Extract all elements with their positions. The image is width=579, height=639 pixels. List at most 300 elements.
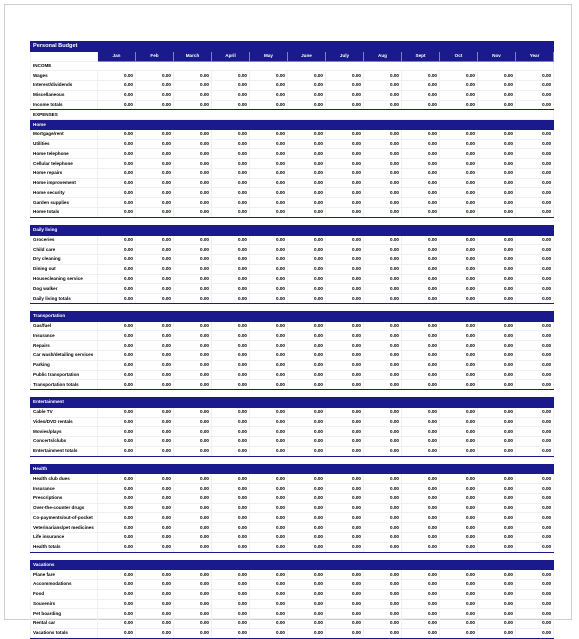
row-label[interactable]: Accommodations <box>31 580 98 590</box>
amount-cell[interactable]: 0.00 <box>326 532 364 542</box>
amount-cell[interactable]: 0.00 <box>174 580 212 590</box>
amount-cell[interactable]: 0.00 <box>516 628 554 638</box>
amount-cell[interactable]: 0.00 <box>516 178 554 188</box>
amount-cell[interactable]: 0.00 <box>212 570 250 580</box>
amount-cell[interactable]: 0.00 <box>136 71 174 81</box>
amount-cell[interactable]: 0.00 <box>516 71 554 81</box>
amount-cell[interactable]: 0.00 <box>98 129 136 139</box>
row-label[interactable]: Housecleaning service <box>31 274 98 284</box>
amount-cell[interactable]: 0.00 <box>174 437 212 447</box>
amount-cell[interactable]: 0.00 <box>516 264 554 274</box>
amount-cell[interactable]: 0.00 <box>402 331 440 341</box>
row-label[interactable]: Rental car <box>31 619 98 629</box>
amount-cell[interactable]: 0.00 <box>212 427 250 437</box>
amount-cell[interactable]: 0.00 <box>326 149 364 159</box>
amount-cell[interactable]: 0.00 <box>402 178 440 188</box>
amount-cell[interactable]: 0.00 <box>364 264 402 274</box>
row-label[interactable]: Health club dues <box>31 474 98 484</box>
row-label[interactable]: Entertainment totals <box>31 446 98 456</box>
amount-cell[interactable]: 0.00 <box>326 589 364 599</box>
amount-cell[interactable]: 0.00 <box>440 341 478 351</box>
amount-cell[interactable]: 0.00 <box>516 570 554 580</box>
amount-cell[interactable]: 0.00 <box>364 149 402 159</box>
amount-cell[interactable]: 0.00 <box>98 71 136 81</box>
amount-cell[interactable]: 0.00 <box>326 198 364 208</box>
amount-cell[interactable]: 0.00 <box>136 235 174 245</box>
amount-cell[interactable]: 0.00 <box>364 609 402 619</box>
amount-cell[interactable]: 0.00 <box>136 580 174 590</box>
amount-cell[interactable]: 0.00 <box>98 198 136 208</box>
amount-cell[interactable]: 0.00 <box>250 198 288 208</box>
amount-cell[interactable]: 0.00 <box>288 513 326 523</box>
amount-cell[interactable]: 0.00 <box>440 427 478 437</box>
amount-cell[interactable]: 0.00 <box>212 90 250 100</box>
amount-cell[interactable]: 0.00 <box>364 523 402 533</box>
amount-cell[interactable]: 0.00 <box>440 245 478 255</box>
amount-cell[interactable]: 0.00 <box>326 628 364 638</box>
amount-cell[interactable]: 0.00 <box>212 129 250 139</box>
amount-cell[interactable]: 0.00 <box>174 264 212 274</box>
amount-cell[interactable]: 0.00 <box>250 245 288 255</box>
row-label[interactable]: Miscellaneous <box>31 90 98 100</box>
amount-cell[interactable]: 0.00 <box>364 245 402 255</box>
amount-cell[interactable]: 0.00 <box>364 513 402 523</box>
amount-cell[interactable]: 0.00 <box>288 208 326 218</box>
amount-cell[interactable]: 0.00 <box>402 245 440 255</box>
amount-cell[interactable]: 0.00 <box>212 360 250 370</box>
amount-cell[interactable]: 0.00 <box>136 609 174 619</box>
amount-cell[interactable]: 0.00 <box>402 235 440 245</box>
amount-cell[interactable]: 0.00 <box>136 570 174 580</box>
amount-cell[interactable]: 0.00 <box>98 321 136 331</box>
amount-cell[interactable]: 0.00 <box>364 570 402 580</box>
amount-cell[interactable]: 0.00 <box>326 274 364 284</box>
amount-cell[interactable]: 0.00 <box>98 437 136 447</box>
amount-cell[interactable]: 0.00 <box>288 294 326 304</box>
amount-cell[interactable]: 0.00 <box>478 493 516 503</box>
amount-cell[interactable]: 0.00 <box>326 542 364 552</box>
amount-cell[interactable]: 0.00 <box>478 81 516 91</box>
amount-cell[interactable]: 0.00 <box>326 599 364 609</box>
amount-cell[interactable]: 0.00 <box>212 493 250 503</box>
amount-cell[interactable]: 0.00 <box>288 235 326 245</box>
amount-cell[interactable]: 0.00 <box>440 599 478 609</box>
amount-cell[interactable]: 0.00 <box>136 503 174 513</box>
amount-cell[interactable]: 0.00 <box>440 493 478 503</box>
amount-cell[interactable]: 0.00 <box>326 427 364 437</box>
amount-cell[interactable]: 0.00 <box>516 168 554 178</box>
amount-cell[interactable]: 0.00 <box>174 321 212 331</box>
amount-cell[interactable]: 0.00 <box>288 542 326 552</box>
amount-cell[interactable]: 0.00 <box>478 188 516 198</box>
row-label[interactable]: Parking <box>31 360 98 370</box>
amount-cell[interactable]: 0.00 <box>136 360 174 370</box>
amount-cell[interactable]: 0.00 <box>478 198 516 208</box>
amount-cell[interactable]: 0.00 <box>402 149 440 159</box>
amount-cell[interactable]: 0.00 <box>516 417 554 427</box>
amount-cell[interactable]: 0.00 <box>326 570 364 580</box>
amount-cell[interactable]: 0.00 <box>402 523 440 533</box>
amount-cell[interactable]: 0.00 <box>98 417 136 427</box>
category-header[interactable]: Entertainment <box>31 398 554 408</box>
amount-cell[interactable]: 0.00 <box>288 284 326 294</box>
amount-cell[interactable]: 0.00 <box>516 139 554 149</box>
amount-cell[interactable]: 0.00 <box>440 198 478 208</box>
amount-cell[interactable]: 0.00 <box>326 284 364 294</box>
amount-cell[interactable]: 0.00 <box>478 360 516 370</box>
amount-cell[interactable]: 0.00 <box>174 284 212 294</box>
amount-cell[interactable]: 0.00 <box>136 589 174 599</box>
amount-cell[interactable]: 0.00 <box>250 139 288 149</box>
amount-cell[interactable]: 0.00 <box>288 599 326 609</box>
row-label[interactable]: Insurance <box>31 484 98 494</box>
amount-cell[interactable]: 0.00 <box>174 159 212 169</box>
amount-cell[interactable]: 0.00 <box>364 198 402 208</box>
amount-cell[interactable]: 0.00 <box>98 341 136 351</box>
amount-cell[interactable]: 0.00 <box>478 341 516 351</box>
amount-cell[interactable]: 0.00 <box>174 294 212 304</box>
amount-cell[interactable]: 0.00 <box>136 198 174 208</box>
amount-cell[interactable]: 0.00 <box>136 427 174 437</box>
amount-cell[interactable]: 0.00 <box>440 570 478 580</box>
amount-cell[interactable]: 0.00 <box>364 360 402 370</box>
amount-cell[interactable]: 0.00 <box>98 178 136 188</box>
category-header[interactable]: Health <box>31 464 554 474</box>
amount-cell[interactable]: 0.00 <box>250 437 288 447</box>
amount-cell[interactable]: 0.00 <box>326 437 364 447</box>
amount-cell[interactable]: 0.00 <box>478 331 516 341</box>
row-label[interactable]: Vacations totals <box>31 628 98 638</box>
amount-cell[interactable]: 0.00 <box>212 380 250 390</box>
amount-cell[interactable]: 0.00 <box>174 523 212 533</box>
amount-cell[interactable]: 0.00 <box>98 159 136 169</box>
amount-cell[interactable]: 0.00 <box>516 599 554 609</box>
amount-cell[interactable]: 0.00 <box>212 71 250 81</box>
row-label[interactable]: Transportation totals <box>31 380 98 390</box>
amount-cell[interactable]: 0.00 <box>516 341 554 351</box>
amount-cell[interactable]: 0.00 <box>440 208 478 218</box>
amount-cell[interactable]: 0.00 <box>136 380 174 390</box>
amount-cell[interactable]: 0.00 <box>478 417 516 427</box>
amount-cell[interactable]: 0.00 <box>250 628 288 638</box>
amount-cell[interactable]: 0.00 <box>288 100 326 110</box>
sheet-title[interactable]: Personal Budget <box>31 42 554 52</box>
amount-cell[interactable]: 0.00 <box>174 628 212 638</box>
amount-cell[interactable]: 0.00 <box>288 417 326 427</box>
amount-cell[interactable]: 0.00 <box>98 523 136 533</box>
amount-cell[interactable]: 0.00 <box>174 350 212 360</box>
amount-cell[interactable]: 0.00 <box>250 188 288 198</box>
amount-cell[interactable]: 0.00 <box>288 321 326 331</box>
amount-cell[interactable]: 0.00 <box>478 503 516 513</box>
amount-cell[interactable]: 0.00 <box>364 341 402 351</box>
amount-cell[interactable]: 0.00 <box>288 81 326 91</box>
amount-cell[interactable]: 0.00 <box>174 198 212 208</box>
amount-cell[interactable]: 0.00 <box>212 370 250 380</box>
amount-cell[interactable]: 0.00 <box>98 264 136 274</box>
amount-cell[interactable]: 0.00 <box>98 245 136 255</box>
amount-cell[interactable]: 0.00 <box>250 474 288 484</box>
amount-cell[interactable]: 0.00 <box>288 580 326 590</box>
amount-cell[interactable]: 0.00 <box>136 139 174 149</box>
amount-cell[interactable]: 0.00 <box>136 208 174 218</box>
amount-cell[interactable]: 0.00 <box>326 609 364 619</box>
amount-cell[interactable]: 0.00 <box>326 71 364 81</box>
amount-cell[interactable]: 0.00 <box>288 589 326 599</box>
amount-cell[interactable]: 0.00 <box>440 71 478 81</box>
amount-cell[interactable]: 0.00 <box>516 513 554 523</box>
amount-cell[interactable]: 0.00 <box>174 208 212 218</box>
amount-cell[interactable]: 0.00 <box>402 255 440 265</box>
amount-cell[interactable]: 0.00 <box>440 446 478 456</box>
amount-cell[interactable]: 0.00 <box>136 437 174 447</box>
amount-cell[interactable]: 0.00 <box>440 159 478 169</box>
amount-cell[interactable]: 0.00 <box>98 380 136 390</box>
amount-cell[interactable]: 0.00 <box>516 580 554 590</box>
amount-cell[interactable]: 0.00 <box>478 589 516 599</box>
amount-cell[interactable]: 0.00 <box>440 609 478 619</box>
row-label[interactable]: Concerts/clubs <box>31 437 98 447</box>
amount-cell[interactable]: 0.00 <box>326 493 364 503</box>
row-label[interactable]: Souvenirs <box>31 599 98 609</box>
amount-cell[interactable]: 0.00 <box>250 503 288 513</box>
amount-cell[interactable]: 0.00 <box>516 523 554 533</box>
amount-cell[interactable]: 0.00 <box>98 274 136 284</box>
amount-cell[interactable]: 0.00 <box>440 331 478 341</box>
amount-cell[interactable]: 0.00 <box>98 100 136 110</box>
amount-cell[interactable]: 0.00 <box>288 90 326 100</box>
row-label[interactable]: Veterinarians/pet medicines <box>31 523 98 533</box>
amount-cell[interactable]: 0.00 <box>250 71 288 81</box>
amount-cell[interactable]: 0.00 <box>516 198 554 208</box>
amount-cell[interactable]: 0.00 <box>288 570 326 580</box>
amount-cell[interactable]: 0.00 <box>288 178 326 188</box>
amount-cell[interactable]: 0.00 <box>402 532 440 542</box>
amount-cell[interactable]: 0.00 <box>402 427 440 437</box>
amount-cell[interactable]: 0.00 <box>174 503 212 513</box>
amount-cell[interactable]: 0.00 <box>402 417 440 427</box>
amount-cell[interactable]: 0.00 <box>440 264 478 274</box>
amount-cell[interactable]: 0.00 <box>326 245 364 255</box>
amount-cell[interactable]: 0.00 <box>174 570 212 580</box>
row-label[interactable]: Prescriptions <box>31 493 98 503</box>
amount-cell[interactable]: 0.00 <box>98 149 136 159</box>
amount-cell[interactable]: 0.00 <box>402 284 440 294</box>
row-label[interactable]: Home improvement <box>31 178 98 188</box>
amount-cell[interactable]: 0.00 <box>516 427 554 437</box>
amount-cell[interactable]: 0.00 <box>212 264 250 274</box>
amount-cell[interactable]: 0.00 <box>364 139 402 149</box>
amount-cell[interactable]: 0.00 <box>402 380 440 390</box>
amount-cell[interactable]: 0.00 <box>288 264 326 274</box>
amount-cell[interactable]: 0.00 <box>402 474 440 484</box>
amount-cell[interactable]: 0.00 <box>364 446 402 456</box>
amount-cell[interactable]: 0.00 <box>402 437 440 447</box>
amount-cell[interactable]: 0.00 <box>136 474 174 484</box>
amount-cell[interactable]: 0.00 <box>136 341 174 351</box>
amount-cell[interactable]: 0.00 <box>440 100 478 110</box>
row-label[interactable]: Home repairs <box>31 168 98 178</box>
amount-cell[interactable]: 0.00 <box>174 407 212 417</box>
amount-cell[interactable]: 0.00 <box>440 513 478 523</box>
amount-cell[interactable]: 0.00 <box>440 542 478 552</box>
amount-cell[interactable]: 0.00 <box>136 619 174 629</box>
row-label[interactable]: Dining out <box>31 264 98 274</box>
amount-cell[interactable]: 0.00 <box>288 129 326 139</box>
amount-cell[interactable]: 0.00 <box>250 542 288 552</box>
amount-cell[interactable]: 0.00 <box>364 380 402 390</box>
amount-cell[interactable]: 0.00 <box>440 168 478 178</box>
amount-cell[interactable]: 0.00 <box>288 407 326 417</box>
amount-cell[interactable]: 0.00 <box>250 331 288 341</box>
amount-cell[interactable]: 0.00 <box>364 188 402 198</box>
amount-cell[interactable]: 0.00 <box>250 360 288 370</box>
amount-cell[interactable]: 0.00 <box>516 503 554 513</box>
amount-cell[interactable]: 0.00 <box>174 90 212 100</box>
amount-cell[interactable]: 0.00 <box>516 407 554 417</box>
amount-cell[interactable]: 0.00 <box>98 580 136 590</box>
amount-cell[interactable]: 0.00 <box>212 437 250 447</box>
amount-cell[interactable]: 0.00 <box>364 331 402 341</box>
amount-cell[interactable]: 0.00 <box>212 188 250 198</box>
amount-cell[interactable]: 0.00 <box>516 90 554 100</box>
amount-cell[interactable]: 0.00 <box>212 589 250 599</box>
amount-cell[interactable]: 0.00 <box>478 427 516 437</box>
amount-cell[interactable]: 0.00 <box>212 532 250 542</box>
amount-cell[interactable]: 0.00 <box>516 619 554 629</box>
amount-cell[interactable]: 0.00 <box>402 513 440 523</box>
amount-cell[interactable]: 0.00 <box>250 417 288 427</box>
amount-cell[interactable]: 0.00 <box>98 589 136 599</box>
amount-cell[interactable]: 0.00 <box>136 90 174 100</box>
amount-cell[interactable]: 0.00 <box>478 570 516 580</box>
amount-cell[interactable]: 0.00 <box>136 628 174 638</box>
amount-cell[interactable]: 0.00 <box>288 532 326 542</box>
amount-cell[interactable]: 0.00 <box>98 407 136 417</box>
amount-cell[interactable]: 0.00 <box>440 619 478 629</box>
amount-cell[interactable]: 0.00 <box>326 294 364 304</box>
amount-cell[interactable]: 0.00 <box>174 71 212 81</box>
amount-cell[interactable]: 0.00 <box>326 360 364 370</box>
amount-cell[interactable]: 0.00 <box>174 341 212 351</box>
amount-cell[interactable]: 0.00 <box>288 274 326 284</box>
amount-cell[interactable]: 0.00 <box>174 188 212 198</box>
amount-cell[interactable]: 0.00 <box>288 628 326 638</box>
amount-cell[interactable]: 0.00 <box>440 235 478 245</box>
amount-cell[interactable]: 0.00 <box>402 321 440 331</box>
amount-cell[interactable]: 0.00 <box>364 100 402 110</box>
row-label[interactable]: Health totals <box>31 542 98 552</box>
amount-cell[interactable]: 0.00 <box>136 350 174 360</box>
category-header[interactable]: Home <box>31 120 554 130</box>
amount-cell[interactable]: 0.00 <box>174 245 212 255</box>
amount-cell[interactable]: 0.00 <box>440 370 478 380</box>
amount-cell[interactable]: 0.00 <box>364 159 402 169</box>
amount-cell[interactable]: 0.00 <box>136 100 174 110</box>
row-label[interactable]: Mortgage/rent <box>31 129 98 139</box>
amount-cell[interactable]: 0.00 <box>364 284 402 294</box>
amount-cell[interactable]: 0.00 <box>174 513 212 523</box>
amount-cell[interactable]: 0.00 <box>516 255 554 265</box>
amount-cell[interactable]: 0.00 <box>250 90 288 100</box>
amount-cell[interactable]: 0.00 <box>440 294 478 304</box>
amount-cell[interactable]: 0.00 <box>250 264 288 274</box>
amount-cell[interactable]: 0.00 <box>478 235 516 245</box>
amount-cell[interactable]: 0.00 <box>212 513 250 523</box>
amount-cell[interactable]: 0.00 <box>250 81 288 91</box>
amount-cell[interactable]: 0.00 <box>136 331 174 341</box>
amount-cell[interactable]: 0.00 <box>212 628 250 638</box>
amount-cell[interactable]: 0.00 <box>98 570 136 580</box>
amount-cell[interactable]: 0.00 <box>250 255 288 265</box>
amount-cell[interactable]: 0.00 <box>326 188 364 198</box>
amount-cell[interactable]: 0.00 <box>402 407 440 417</box>
amount-cell[interactable]: 0.00 <box>364 427 402 437</box>
amount-cell[interactable]: 0.00 <box>326 341 364 351</box>
amount-cell[interactable]: 0.00 <box>440 523 478 533</box>
amount-cell[interactable]: 0.00 <box>326 446 364 456</box>
amount-cell[interactable]: 0.00 <box>478 484 516 494</box>
amount-cell[interactable]: 0.00 <box>478 159 516 169</box>
amount-cell[interactable]: 0.00 <box>288 245 326 255</box>
amount-cell[interactable]: 0.00 <box>516 609 554 619</box>
amount-cell[interactable]: 0.00 <box>136 149 174 159</box>
amount-cell[interactable]: 0.00 <box>212 523 250 533</box>
amount-cell[interactable]: 0.00 <box>326 90 364 100</box>
row-label[interactable]: Dog walker <box>31 284 98 294</box>
amount-cell[interactable]: 0.00 <box>402 208 440 218</box>
amount-cell[interactable]: 0.00 <box>516 188 554 198</box>
amount-cell[interactable]: 0.00 <box>98 284 136 294</box>
amount-cell[interactable]: 0.00 <box>136 159 174 169</box>
amount-cell[interactable]: 0.00 <box>136 274 174 284</box>
amount-cell[interactable]: 0.00 <box>288 446 326 456</box>
amount-cell[interactable]: 0.00 <box>516 149 554 159</box>
amount-cell[interactable]: 0.00 <box>98 532 136 542</box>
amount-cell[interactable]: 0.00 <box>174 100 212 110</box>
amount-cell[interactable]: 0.00 <box>516 360 554 370</box>
row-label[interactable]: Income totals <box>31 100 98 110</box>
amount-cell[interactable]: 0.00 <box>212 580 250 590</box>
amount-cell[interactable]: 0.00 <box>364 178 402 188</box>
row-label[interactable]: Gas/fuel <box>31 321 98 331</box>
amount-cell[interactable]: 0.00 <box>478 370 516 380</box>
amount-cell[interactable]: 0.00 <box>402 493 440 503</box>
amount-cell[interactable]: 0.00 <box>98 331 136 341</box>
row-label[interactable]: Home totals <box>31 208 98 218</box>
amount-cell[interactable]: 0.00 <box>402 609 440 619</box>
amount-cell[interactable]: 0.00 <box>288 71 326 81</box>
amount-cell[interactable]: 0.00 <box>174 81 212 91</box>
amount-cell[interactable]: 0.00 <box>212 208 250 218</box>
amount-cell[interactable]: 0.00 <box>326 370 364 380</box>
amount-cell[interactable]: 0.00 <box>98 628 136 638</box>
amount-cell[interactable]: 0.00 <box>402 129 440 139</box>
amount-cell[interactable]: 0.00 <box>98 427 136 437</box>
amount-cell[interactable]: 0.00 <box>288 341 326 351</box>
amount-cell[interactable]: 0.00 <box>364 532 402 542</box>
amount-cell[interactable]: 0.00 <box>250 589 288 599</box>
amount-cell[interactable]: 0.00 <box>478 321 516 331</box>
amount-cell[interactable]: 0.00 <box>440 628 478 638</box>
amount-cell[interactable]: 0.00 <box>326 580 364 590</box>
amount-cell[interactable]: 0.00 <box>364 274 402 284</box>
amount-cell[interactable]: 0.00 <box>212 149 250 159</box>
amount-cell[interactable]: 0.00 <box>136 294 174 304</box>
amount-cell[interactable]: 0.00 <box>364 599 402 609</box>
amount-cell[interactable]: 0.00 <box>174 274 212 284</box>
amount-cell[interactable]: 0.00 <box>364 255 402 265</box>
